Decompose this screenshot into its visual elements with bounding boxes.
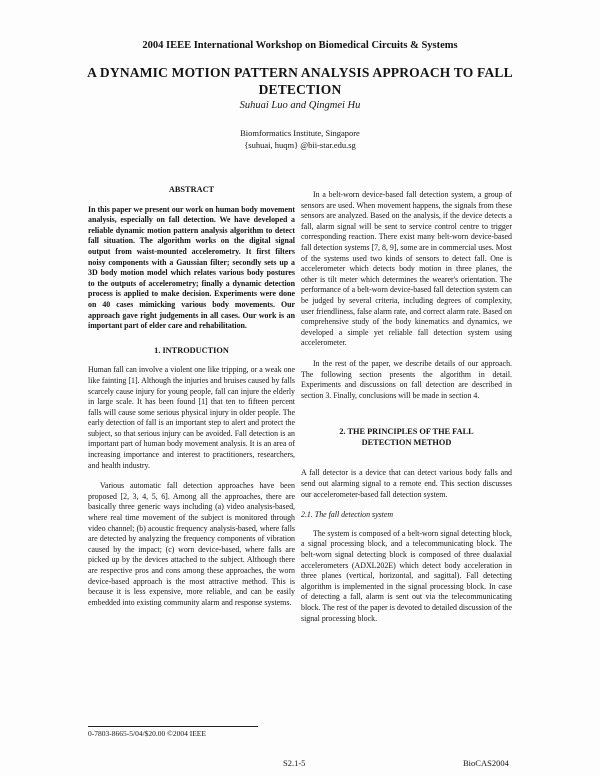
intro-heading: 1. INTRODUCTION <box>154 345 229 355</box>
right-column <box>301 190 512 634</box>
section-2-heading-line-1: 2. THE PRINCIPLES OF THE FALL <box>339 427 474 437</box>
authors: Suhuai Luo and Qingmei Hu <box>239 100 361 111</box>
section-2-heading <box>301 427 512 448</box>
paper-title: A DYNAMIC MOTION PATTERN ANALYSIS APPROACH TO FALL DETECTION <box>87 65 513 97</box>
right-paragraph-2: In the rest of the paper, we describe details of our approach. The following section presents the algorithm in detail. Experiments and discussions on fall detection are described in section 3. Finally, conclusions will be made in section 4. <box>301 358 512 400</box>
conference-header: 2004 IEEE International Workshop on Biomedical Circuits & Systems <box>142 40 458 51</box>
affiliation <box>0 127 600 151</box>
abstract-heading: ABSTRACT <box>168 185 215 194</box>
copyright-notice: 0-7803-8665-5/04/$20.00 ©2004 IEEE <box>88 729 206 738</box>
subsection-heading: 2.1. The fall detection system <box>301 510 394 520</box>
footnote-rule <box>88 726 258 727</box>
emails: {suhuai, huqm} @bii-star.edu.sg <box>244 140 356 150</box>
right-paragraph-1: In a belt-worn device-based fall detection system, a group of sensors are used. When movement happens, the signals from these sensors are analyzed. Based on the analysis, if the device detects a fall, alarm signal will be sent to service control centre to trigger corresponding reaction. There exist many belt-worn device-based fall detection systems [7, 8, 9], some are in commercial uses. Most of the systems used two kinds of sensors to detect fall. One is accelerometer which detects body motion in three planes, the other is tilt meter which determines the wearer's orientation. The performance of a belt-worn device-based fall detection system can be judged by several criteria, including degrees of complexity, user friendliness, false alarm rate, and correct alarm rate. Based on comprehensive study of the body kinematics and dynamics, we developed a simple yet reliable fall detection system using accelerometer. <box>301 190 512 348</box>
page-number: S2.1-5 <box>283 758 306 768</box>
subsection-paragraph: The system is composed of a belt-worn signal detecting block, a signal processing block, and a telecommunicating block. The belt-worn signal detecting block is composed of three dualaxial accelerometers (ADXL202E) which detect body acceleration in three planes (vertical, horizontal, and sagittal). Fall detecting algorithm is implemented in the signal processing block. In case of detecting a fall, alarm is sent out via the telecommunicating block. The rest of the paper is devoted to detailed discussion of the signal processing block. <box>301 528 512 623</box>
intro-paragraph-2: Various automatic fall detection approaches have been proposed [2, 3, 4, 5, 6]. Among all the approaches, there are basically three generic ways including (a) video analysis-based, where real time movement of the subject is monitored through video channel; (b) acoustic frequency analysis-based, where falls are detected by analyzing the frequency components of vibration caused by the impact; (c) worn device-based, where falls are picked up by the devices attached to the subject. Although there are respective pros and cons among these approaches, the worn device-based approach is the most attractive method. This is because it is less expensive, more reliable, and can be easily embedded into existing community alarm and response systems. <box>88 481 295 607</box>
section-2-paragraph: A fall detector is a device that can detect various body falls and send out alarming signal to a remote end. This section discusses our accelerometer-based fall detection system. <box>301 468 512 499</box>
intro-paragraph-1: Human fall can involve a violent one like tripping, or a weak one like fainting [1]. Although the injuries and bruises caused by falls scarcely cause injury for young people, fall can injure the elderly in large scale. It has been found [1] that ten to fifteen percent falls will cause some serious physical injury in older people. The early detection of fall is an important step to alert and protect the subject, so that serious injury can be avoided. Fall detection is an important part of human body movement analysis. It is an area of increasing importance and interest to practitioners, researchers, and health industry. <box>88 365 295 470</box>
institute: Biomformatics Institute, Singapore <box>240 128 360 138</box>
venue-label: BioCAS2004 <box>463 758 509 768</box>
left-column <box>88 185 295 618</box>
abstract-text: In this paper we present our work on human body movement analysis, especially on fall detection. We have developed a reliable dynamic motion pattern analysis algorithm to detect fall situation. The algorithm works on the digital signal output from waist-mounted accelerometry. It first filters noisy components with a Gaussian filter; secondly sets up a 3D body motion model which relates various body postures to the outputs of accelerometry; finally a dynamic detection process is applied to make decision. Experiments were done on 40 cases mimicking various body movements. Our approach gave right judgements in all cases. Our work is an important part of elder care and rehabilitation. <box>88 204 295 331</box>
section-2-heading-line-2: DETECTION METHOD <box>361 437 452 447</box>
